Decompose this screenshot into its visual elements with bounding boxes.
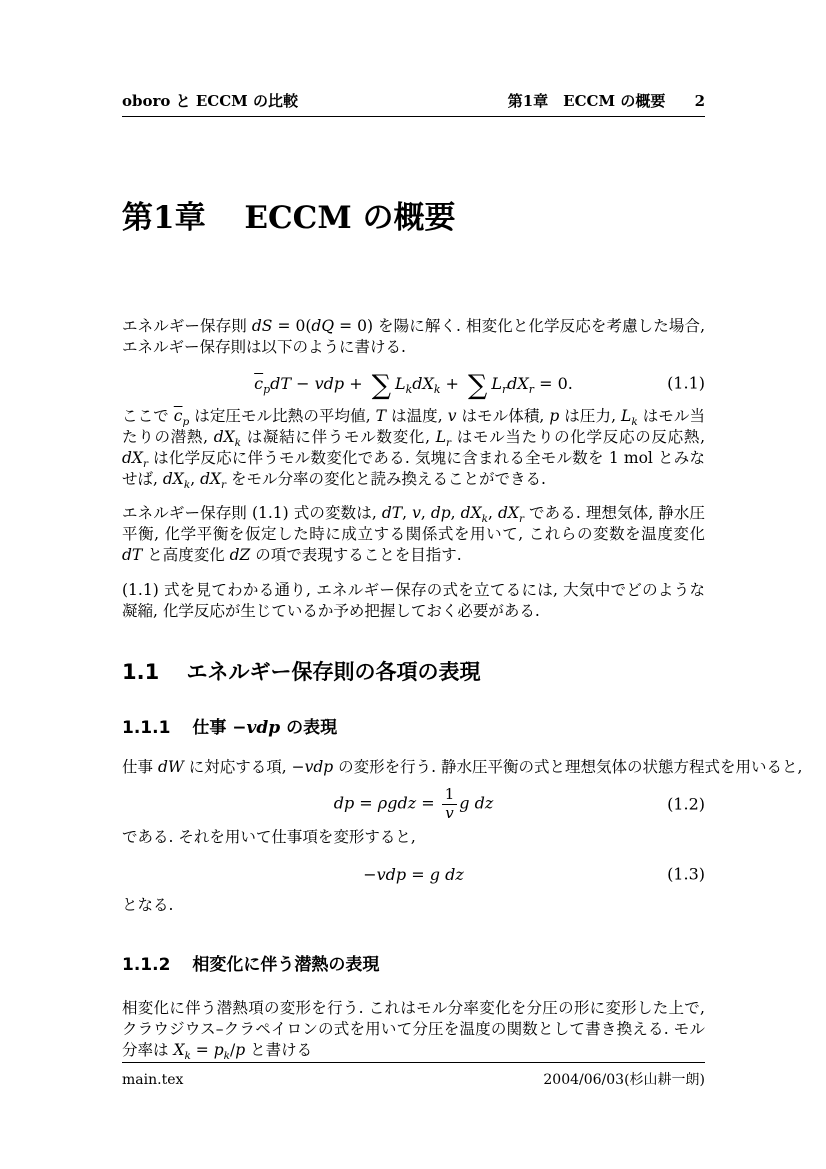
header-chapter-title: 第1章 ECCM の概要 <box>507 92 666 110</box>
header-chapter-info <box>508 90 705 111</box>
equation-1-3 <box>122 862 705 886</box>
section-title: エネルギー保存則の各項の表現 <box>186 660 481 684</box>
header-running-title: oboro と ECCM の比較 <box>122 92 298 110</box>
equation-1-1 <box>122 366 705 400</box>
page-header <box>122 90 705 117</box>
equation-1-2-number: (1.2) <box>667 794 705 814</box>
chapter-title: ECCM の概要 <box>244 200 456 236</box>
chapter-number: 第1章 <box>122 200 206 236</box>
fraction <box>442 786 458 822</box>
header-page-number: 2 <box>694 92 705 110</box>
equation-1-2-right: g dz <box>459 793 494 813</box>
subsection-heading-1-1-2 <box>122 950 705 975</box>
equation-1-3-expression: −vdp = g dz <box>363 864 464 884</box>
section-heading-1-1 <box>122 656 705 686</box>
paragraph-energy-conservation-intro: エネルギー保存則 dS = 0(dQ = 0) を陽に解く. 相変化と化学反応を考慮した場合, エネルギー保存則は以下のように書ける. <box>122 317 705 356</box>
fraction-denominator: v <box>445 803 454 822</box>
chapter-heading <box>122 200 705 237</box>
equation-1-1-number: (1.1) <box>667 373 705 393</box>
subsection-number: 1.1.2 <box>122 955 171 975</box>
subsection-heading-1-1-1 <box>122 713 705 738</box>
equation-1-1-expression: $\overline{c}_pdT$ − vdp + ∑ $L_kdX_k$ + ∑ $L_rdX_r = 0$. <box>254 369 573 401</box>
paragraph-latent-heat: 相変化に伴う潜熱項の変形を行う. これはモル分率変化を分圧の形に変形した上で, クラウジウス–クラペイロンの式を用いて分圧を温度の関数として書き換える. モル分率は $X_k = p_k/p$ と書ける <box>122 999 705 1063</box>
section-number: 1.1 <box>122 660 160 684</box>
page-footer <box>122 1062 705 1089</box>
fraction-numerator: 1 <box>442 786 458 804</box>
paragraph-variables-goal: エネルギー保存則 (1.1) 式の変数は, dT, v, dp, $dX_k$, $dX_r$ である. 理想気体, 静水圧平衡, 化学平衡を仮定した時に成立する関係式を用いて, これらの変数を温度変化 dT と高度変化 dZ の項で表現することを目指す. <box>122 504 706 564</box>
paragraph-work-term: 仕事 dW に対応する項, −vdp の変形を行う. 静水圧平衡の式と理想気体の状態方程式を用いると, <box>122 758 803 776</box>
equation-1-2-expression <box>334 786 494 822</box>
footer-date-author: 2004/06/03(杉山耕一朗) <box>543 1072 705 1088</box>
subsection-number: 1.1.1 <box>122 718 171 738</box>
paragraph-result: となる. <box>122 896 174 914</box>
subsection-title: 仕事 −vdp の表現 <box>192 718 338 738</box>
paragraph-reactions-note: (1.1) 式を見てわかる通り, エネルギー保存の式を立てるには, 大気中でどのような凝縮, 化学反応が生じているか予め把握しておく必要がある. <box>122 581 705 620</box>
equation-1-2 <box>122 784 705 824</box>
paragraph-transform-intro: である. それを用いて仕事項を変形すると, <box>122 828 416 846</box>
subsection-title: 相変化に伴う潜熱の表現 <box>192 955 380 975</box>
footer-filename: main.tex <box>122 1072 184 1088</box>
equation-1-2-left: dp = ρgdz = <box>333 793 440 813</box>
equation-1-3-number: (1.3) <box>667 864 705 884</box>
paragraph-variable-definitions: ここで $\overline{c}_p$ は定圧モル比熱の平均値, T は温度, v はモル体積, p は圧力, $L_k$ はモル当たりの潜熱, $dX_k$ は凝結に伴うモル数変化, $L_r$ はモル当たりの化学反応の反応熱, $dX_r$ は化学反応に伴うモル数変化である. 気塊に含まれる全モル数を 1 mol とみなせば, $dX_k$, $dX_r$ をモル分率の変化と読み換えることができる. <box>122 407 706 492</box>
